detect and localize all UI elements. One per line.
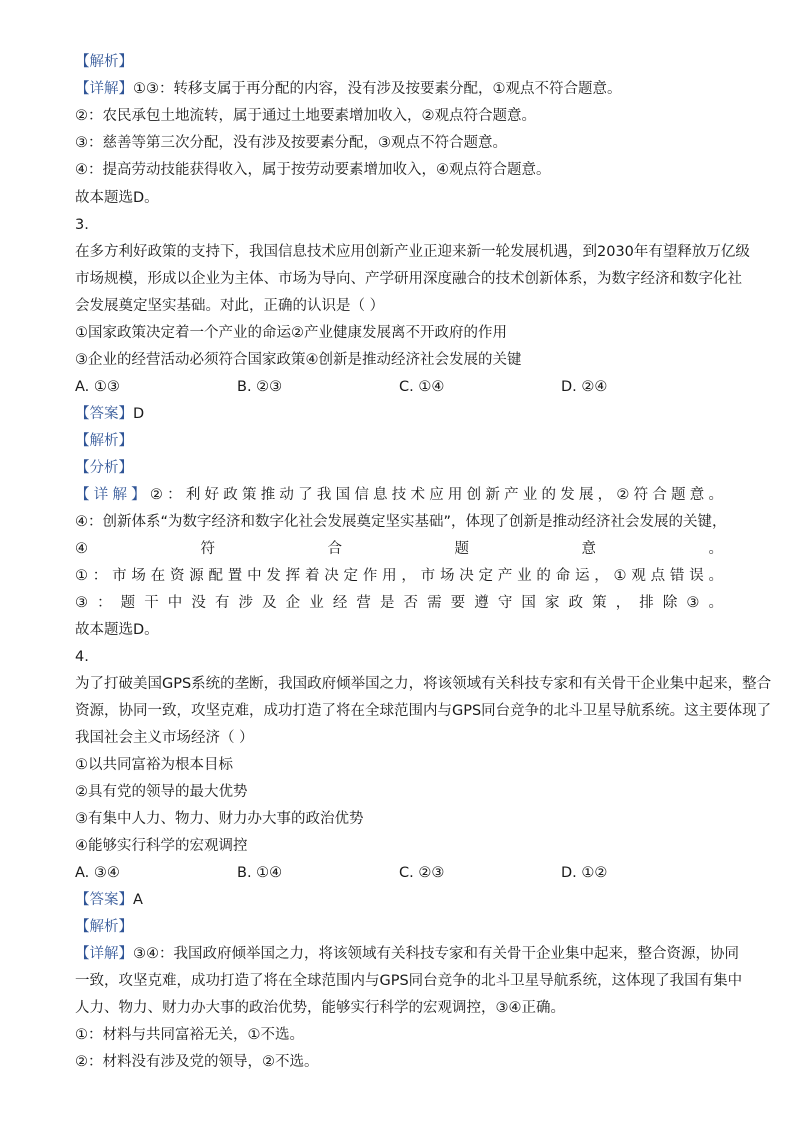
- q3-answer: [75, 404, 723, 424]
- q3-option-c: C. ①④: [399, 379, 445, 395]
- q2-detail-text: ①③：转移支属于再分配的内容，没有涉及按要素分配，①观点不符合题意。: [133, 81, 622, 97]
- q3-stem-line-3: 会发展奠定坚实基础。对此，正确的认识是（ ）: [75, 298, 385, 314]
- q2-detail-line-1: [75, 79, 723, 99]
- q2-analysis-heading: 【解析】: [75, 54, 133, 70]
- q3-option-b: B. ②③: [237, 379, 283, 395]
- q3-d3-char-3: 合: [327, 541, 342, 557]
- q4-item-1: ①以共同富裕为根本目标: [75, 757, 233, 773]
- q2-detail-line-4: ④：提高劳动技能获得收入，属于按劳动要素增加收入，④观点符合题意。: [75, 162, 551, 178]
- q4-item-2: ②具有党的领导的最大优势: [75, 784, 248, 800]
- q3-items-line-2: ③企业的经营活动必须符合国家政策④创新是推动经济社会发展的关键: [75, 352, 522, 368]
- q4-number: 4.: [75, 649, 89, 665]
- q2-detail-line-3: ③：慈善等第三次分配，没有涉及按要素分配，③观点不符合题意。: [75, 135, 507, 151]
- q4-detail-line-3: 人力、物力、财力办大事的政治优势，能够实行科学的宏观调控，③④正确。: [75, 1000, 565, 1016]
- q3-option-a: A. ①③: [75, 379, 120, 395]
- q3-detail-line-3: [75, 539, 723, 559]
- q4-detail-text-1: ③④：我国政府倾举国之力，将该领域有关科技专家和有关骨干企业集中起来，整合资源，协同: [133, 946, 739, 962]
- q4-stem-line-3: 我国社会主义市场经济（ ）: [75, 730, 254, 746]
- q3-conclusion: 故本题选D。: [75, 622, 159, 638]
- q4-item-4: ④能够实行科学的宏观调控: [75, 838, 248, 854]
- q3-answer-value: D: [133, 406, 145, 422]
- q4-option-a: A. ③④: [75, 865, 120, 881]
- q4-item-3: ③有集中人力、物力、财力办大事的政治优势: [75, 811, 364, 827]
- q4-stem-line-2: 资源，协同一致，攻坚克难，成功打造了将在全球范围内与GPS同台竞争的北斗卫星导航系统。这主要体现了: [75, 703, 772, 719]
- q2-detail-tag: 【详解】: [75, 81, 133, 97]
- q3-d3-char-4: 题: [454, 541, 469, 557]
- q4-option-c: C. ②③: [399, 865, 445, 881]
- q3-detail-text-1: ②：利好政策推动了我国信息技术应用创新产业的发展，②符合题意。: [149, 487, 724, 503]
- q3-detail-tag: 【详解】: [75, 487, 150, 503]
- q3-detail-line-5: ③：题干中没有涉及企业经营是否需要遵守国家政策，排除③。: [75, 595, 723, 611]
- q3-detail-line-4: ①：市场在资源配置中发挥着决定作用，市场决定产业的命运，①观点错误。: [75, 568, 723, 584]
- q4-answer-tag: 【答案】: [75, 892, 133, 908]
- q2-detail-line-2: ②：农民承包土地流转，属于通过土地要素增加收入，②观点符合题意。: [75, 108, 536, 124]
- q3-stem-line-1: 在多方利好政策的支持下，我国信息技术应用创新产业正迎来新一轮发展机遇，到2030年有望释放万亿级: [75, 244, 750, 260]
- q3-d3-char-6: 。: [708, 541, 723, 557]
- q4-analysis-heading: 【解析】: [75, 919, 133, 935]
- q3-items-line-1: ①国家政策决定着一个产业的命运②产业健康发展离不开政府的作用: [75, 325, 507, 341]
- q4-detail-line-4: ①：材料与共同富裕无关，①不选。: [75, 1027, 304, 1043]
- q3-detail-line-2: ④：创新体系“为数字经济和数字化社会发展奠定坚实基础”，体现了创新是推动经济社会发展的关键，: [75, 514, 727, 530]
- q4-detail-line-5: ②：材料没有涉及党的领导，②不选。: [75, 1054, 319, 1070]
- q4-stem-line-1: 为了打破美国GPS系统的垄断，我国政府倾举国之力，将该领域有关科技专家和有关骨干企业集中起来，整合: [75, 676, 772, 692]
- q3-detail-line-1: [75, 485, 723, 505]
- q4-option-b: B. ①④: [237, 865, 283, 881]
- q4-detail-line-2: 一致，攻坚克难，成功打造了将在全球范围内与GPS同台竞争的北斗卫星导航系统，这体现了我国有集中: [75, 973, 743, 989]
- q2-conclusion: 故本题选D。: [75, 190, 159, 206]
- q3-d3-char-2: 符: [200, 541, 215, 557]
- q4-detail-tag: 【详解】: [75, 946, 133, 962]
- q3-analysis-heading: 【解析】: [75, 433, 133, 449]
- q3-d3-char-5: 意: [581, 541, 596, 557]
- q3-number: 3.: [75, 217, 89, 233]
- q3-answer-tag: 【答案】: [75, 406, 133, 422]
- q4-answer: [75, 890, 723, 910]
- q4-answer-value: A: [133, 892, 143, 908]
- q3-stem-line-2: 市场规模，形成以企业为主体、市场为导向、产学研用深度融合的技术创新体系，为数字经济和数字化社: [75, 271, 742, 287]
- q3-d3-char-1: ④: [75, 541, 88, 557]
- q4-option-d: D. ①②: [561, 865, 608, 881]
- q3-option-d: D. ②④: [561, 379, 608, 395]
- q4-detail-line-1: [75, 944, 739, 964]
- q3-fenxi-heading: 【分析】: [75, 460, 133, 476]
